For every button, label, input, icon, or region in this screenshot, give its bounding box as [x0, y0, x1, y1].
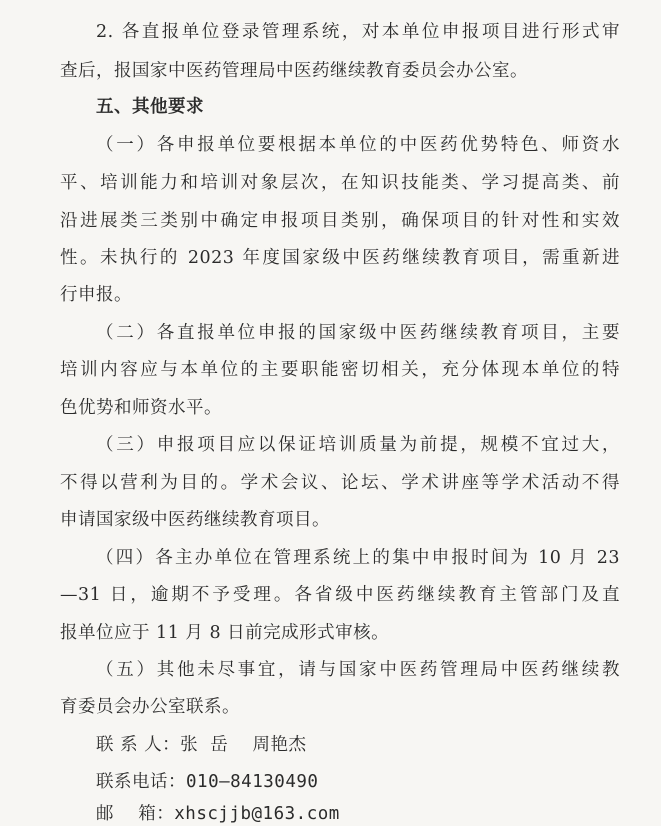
paragraph-2-line1: （二）各直报单位申报的国家级中医药继续教育项目，主要 — [96, 323, 620, 343]
contact-person-row — [96, 733, 596, 757]
paragraph-4-line1: （四）各主办单位在管理系统上的集中申报时间为 10 月 23 — [96, 548, 620, 568]
paragraph-2-line3: 色优势和师资水平。 — [60, 398, 222, 418]
contact-email-row — [96, 802, 596, 826]
contact-phone-value: 010—84130490 — [186, 772, 319, 792]
contact-email-value: xhscjjb@163.com — [174, 804, 340, 824]
paragraph-3-line2: 不得以营利为目的。学术会议、论坛、学术讲座等学术活动不得 — [60, 473, 620, 493]
contact-person-value: 张 岳 周艳杰 — [180, 735, 307, 755]
paragraph-1-line2: 平、培训能力和培训对象层次，在知识技能类、学习提高类、前 — [60, 173, 620, 193]
contact-email-label: 邮 箱： — [96, 804, 175, 824]
paragraph-1-line5: 行申报。 — [60, 285, 132, 305]
paragraph-4-line3: 报单位应于 11 月 8 日前完成形式审核。 — [60, 623, 390, 643]
paragraph-1-line4: 性。未执行的 2023 年度国家级中医药继续教育项目，需重新进 — [60, 248, 620, 268]
paragraph-5-line2: 育委员会办公室联系。 — [60, 697, 240, 717]
paragraph-5-line1: （五）其他未尽事宜，请与国家中医药管理局中医药继续教 — [96, 660, 620, 680]
contact-person-label: 联 系 人： — [96, 735, 181, 755]
paragraph-item2-line1: 2. 各直报单位登录管理系统，对本单位申报项目进行形式审 — [96, 22, 620, 42]
paragraph-4-line2: —31 日，逾期不予受理。各省级中医药继续教育主管部门及直 — [60, 585, 620, 605]
section-heading-other-requirements: 五、其他要求 — [96, 97, 204, 117]
paragraph-2-line2: 培训内容应与本单位的主要职能密切相关，充分体现本单位的特 — [60, 360, 620, 380]
contact-phone-label: 联系电话： — [96, 772, 186, 792]
paragraph-item2-line2: 查后，报国家中医药管理局中医药继续教育委员会办公室。 — [60, 61, 528, 81]
paragraph-3-line1: （三）申报项目应以保证培训质量为前提，规模不宜过大， — [96, 435, 620, 455]
paragraph-1-line3: 沿进展类三类别中确定申报项目类别，确保项目的针对性和实效 — [60, 211, 620, 231]
paragraph-1-line1: （一）各申报单位要根据本单位的中医药优势特色、师资水 — [96, 135, 620, 155]
contact-phone-row — [96, 770, 596, 794]
paragraph-3-line3: 申请国家级中医药继续教育项目。 — [60, 510, 330, 530]
